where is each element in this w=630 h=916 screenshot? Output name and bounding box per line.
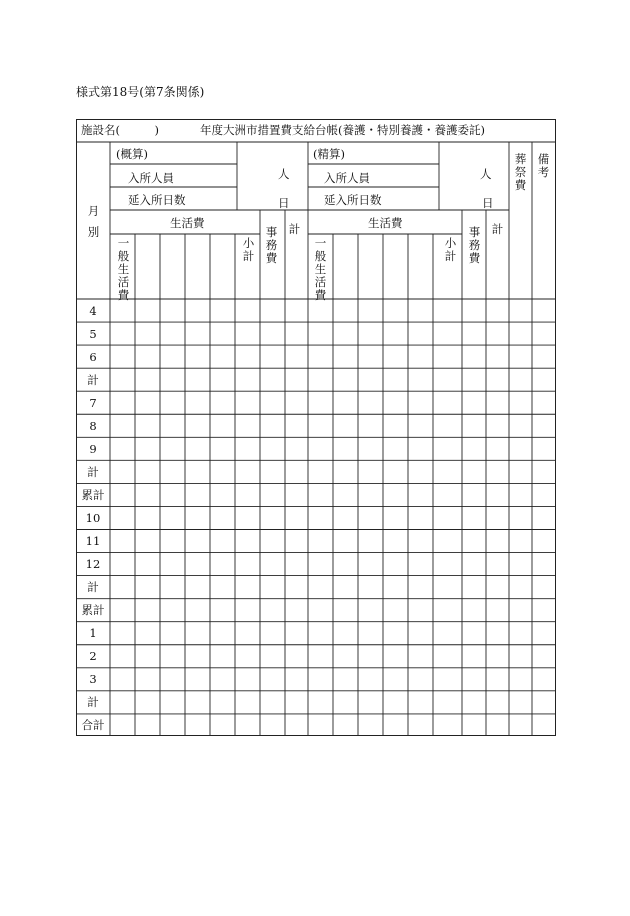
row-label: 11 bbox=[85, 534, 101, 548]
row-label: 計 bbox=[87, 464, 99, 479]
estimate-subtotal-header: 小計 bbox=[242, 236, 255, 263]
row-label: 累計 bbox=[81, 487, 105, 502]
row-label: 合計 bbox=[81, 718, 105, 733]
settlement-person-unit: 人 bbox=[480, 167, 492, 181]
settlement-day-unit: 日 bbox=[482, 196, 494, 210]
settlement-total-days-label: 延入所日数 bbox=[324, 193, 382, 207]
funeral-expenses-header: 葬祭費 bbox=[514, 152, 527, 192]
settlement-subtotal-header: 小計 bbox=[444, 236, 457, 263]
row-label: 計 bbox=[87, 695, 99, 710]
row-label: 7 bbox=[89, 395, 97, 410]
estimate-general-living-header: 一般生活費 bbox=[117, 236, 130, 302]
settlement-general-living-header: 一般生活費 bbox=[314, 236, 327, 302]
row-label: 累計 bbox=[81, 603, 105, 618]
month-column-header: 月別 bbox=[87, 204, 100, 239]
row-label: 6 bbox=[89, 349, 97, 364]
estimate-label: (概算) bbox=[116, 147, 148, 161]
form-number: 様式第18号(第7条関係) bbox=[76, 85, 205, 99]
estimate-admitted-label: 入所人員 bbox=[128, 171, 174, 185]
estimate-person-unit: 人 bbox=[278, 167, 290, 181]
settlement-label: (精算) bbox=[313, 147, 345, 161]
row-label: 1 bbox=[89, 626, 97, 641]
estimate-day-unit: 日 bbox=[278, 196, 290, 210]
row-label: 3 bbox=[89, 672, 97, 687]
estimate-living-expenses-header: 生活費 bbox=[170, 216, 205, 230]
estimate-office-expenses-header: 事務費 bbox=[265, 225, 278, 265]
table-border bbox=[77, 120, 556, 736]
estimate-total-header: 計 bbox=[288, 222, 301, 236]
row-label: 9 bbox=[89, 441, 97, 456]
facility-name-label: 施設名( ) bbox=[81, 123, 159, 137]
row-label: 12 bbox=[85, 557, 101, 572]
ledger-table bbox=[76, 119, 556, 736]
row-label: 計 bbox=[87, 580, 99, 595]
table-grid bbox=[76, 119, 556, 736]
settlement-admitted-label: 入所人員 bbox=[324, 171, 370, 185]
row-label: 2 bbox=[89, 649, 97, 664]
remarks-header: 備考 bbox=[537, 152, 550, 179]
row-label: 5 bbox=[89, 326, 97, 341]
settlement-office-expenses-header: 事務費 bbox=[468, 225, 481, 265]
settlement-living-expenses-header: 生活費 bbox=[368, 216, 403, 230]
row-label: 4 bbox=[89, 303, 97, 318]
row-label: 計 bbox=[87, 372, 99, 387]
row-label: 8 bbox=[89, 418, 97, 433]
ledger-title: 年度大洲市措置費支給台帳(養護・特別養護・養護委託) bbox=[200, 123, 485, 137]
row-label: 10 bbox=[85, 510, 101, 525]
settlement-total-header: 計 bbox=[491, 222, 504, 236]
estimate-total-days-label: 延入所日数 bbox=[128, 193, 186, 207]
